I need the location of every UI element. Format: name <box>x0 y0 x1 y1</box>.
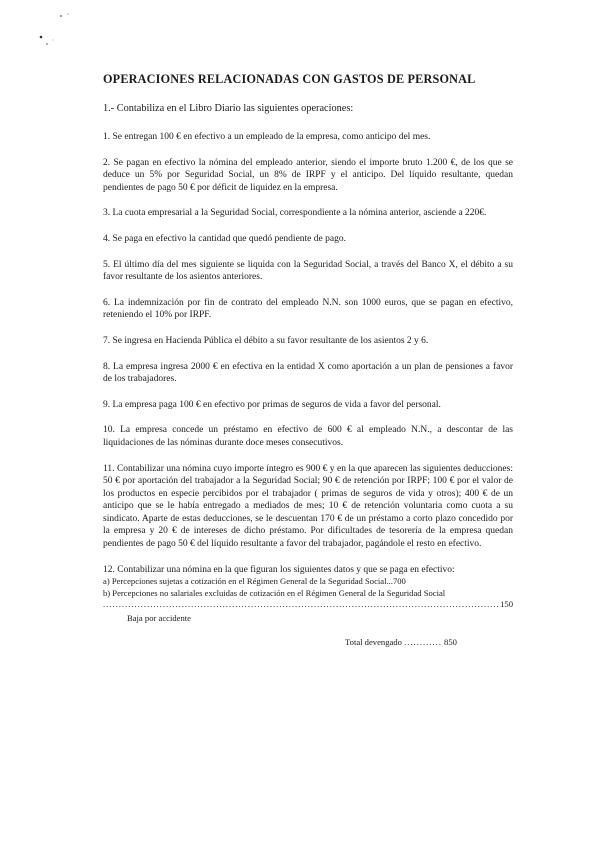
total-line <box>345 637 513 647</box>
operation-1: 1. Se entregan 100 € en efectivo a un empleado de la empresa, como anticipo del mes. <box>103 132 431 142</box>
item12-b-value: 150 <box>500 599 513 610</box>
operation-5: 5. El último día del mes siguiente se liquida con la Seguridad Social, a través del Banco X, el débito a su favor resultante de los asientos anteriores. <box>103 259 513 283</box>
item12-b-text: b) Percepciones no salariales excluidas de cotización en el Régimen General de la Seguridad Social <box>103 587 446 598</box>
operation-7: 7. Se ingresa en Hacienda Pública el débito a su favor resultante de los asientos 2 y 6. <box>103 335 429 346</box>
item12-note: Baja por accidente <box>127 612 191 623</box>
item12-a-value: 700 <box>392 576 406 587</box>
document-body <box>103 72 513 647</box>
operation-12: 12. Contabilizar una nómina en la que figuran los siguientes datos y que se paga en efectivo: <box>103 564 455 575</box>
operation-4: 4. Se paga en efectivo la cantidad que quedó pendiente de pago. <box>103 233 346 244</box>
total-label: Total devengado <box>345 636 402 647</box>
operation-10: 10. La empresa concede un préstamo en efectivo de 600 € al empleado N.N., a descontar de las liquidaciones de las nóminas durante doce meses consecutivos. <box>103 425 513 448</box>
operation-11: 11. Contabilizar una nómina cuyo importe íntegro es 900 € y en la que aparecen las siguientes deducciones: 50 € por aportación del trabajador a la Seguridad Social; 90 € de retención por IRPF; 100 € por el valor de los productos en especie percibidos por el trabajador ( primas de seguros de vida y otros); 400 € de un anticipo que se le había entregado a mediados de mes; 10 € de retención voluntaria como cuota a su sindicato. Aparte de estas deducciones, se le descuentan 170 € de un préstamo a corto plazo concedido por la empresa y 20 € de intereses de dicho préstamo. Por dificultades de tesorería de la empresa quedan pendientes de pago 50 € del líquido resultante a favor del trabajador, pagándole el resto en efectivo. <box>103 463 513 550</box>
instructions: 1.- Contabiliza en el Libro Diario las siguientes operaciones: <box>103 103 354 114</box>
operation-9: 9. La empresa paga 100 € en efectivo por primas de seguros de vida a favor del personal. <box>103 399 441 410</box>
item12-a-dots: ... <box>386 576 393 587</box>
item12-b-block <box>103 588 513 600</box>
operation-6: 6. La indemnización por fin de contrato del empleado N.N. son 1000 euros, que se pagan en efectivo, reteniendo el 10% por IRPF. <box>103 297 513 321</box>
operation-2: 2. Se pagan en efectivo la nómina del empleado anterior, siendo el importe bruto 1.200 €, de los que se deduce un 5% por Seguridad Social, un 8% de IRPF y el anticipo. Del líquido resultante, quedan pendientes de pago 50 € por déficit de liquidez en la empresa. <box>103 157 513 193</box>
item12-a-text: a) Percepciones sujetas a cotización en el Régimen General de la Seguridad Social <box>103 576 387 587</box>
operation-3: 3. La cuota empresarial a la Seguridad Social, correspondiente a la nómina anterior, asciende a 220€. <box>103 208 487 219</box>
item12-b-dots: .............................................................................................................................. <box>103 599 500 610</box>
total-dots: ............ <box>404 636 442 647</box>
operation-8: 8. La empresa ingresa 2000 € en efectiva en la entidad X como aportación a un plan de pensiones a favor de los trabajadores. <box>103 361 513 385</box>
item12-b-line <box>103 599 513 611</box>
total-value: 850 <box>444 636 457 647</box>
item12-a-line <box>103 576 513 588</box>
document-title: OPERACIONES RELACIONADAS CON GASTOS DE PERSONAL <box>103 72 476 86</box>
